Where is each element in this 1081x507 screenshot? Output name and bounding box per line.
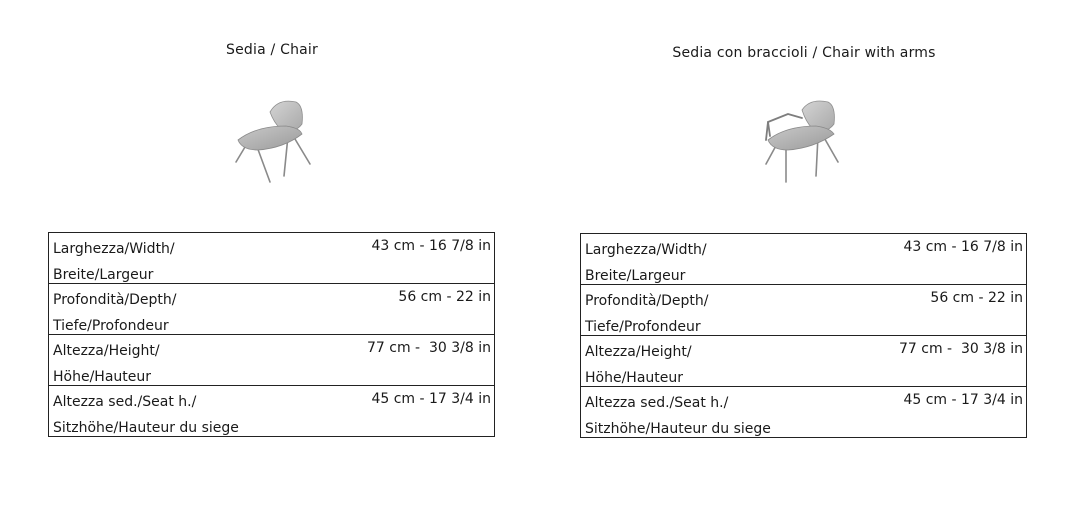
spec-label: Altezza/Height/ Höhe/Hauteur bbox=[585, 344, 692, 386]
spec-value: 77 cm - 30 3/8 in bbox=[898, 341, 1023, 357]
spec-row-depth bbox=[581, 285, 1027, 336]
spec-value: 43 cm - 16 7/8 in bbox=[903, 239, 1023, 255]
spec-value: 56 cm - 22 in bbox=[930, 290, 1023, 306]
spec-label: Larghezza/Width/ Breite/Largeur bbox=[585, 242, 707, 284]
armchair-icon bbox=[756, 96, 852, 190]
chair-icon bbox=[226, 96, 322, 190]
spec-label: Larghezza/Width/ Breite/Largeur bbox=[53, 241, 175, 283]
spec-row-width bbox=[49, 233, 495, 284]
spec-table bbox=[580, 233, 1027, 438]
spec-row-seat-height bbox=[49, 386, 495, 437]
product-title: Sedia / Chair bbox=[226, 42, 318, 58]
spec-label: Altezza sed./Seat h./ Sitzhöhe/Hauteur du siege bbox=[53, 394, 239, 436]
spec-table bbox=[48, 232, 495, 437]
spec-value: 43 cm - 16 7/8 in bbox=[371, 238, 491, 254]
spec-value: 45 cm - 17 3/4 in bbox=[903, 392, 1023, 408]
spec-row-height bbox=[49, 335, 495, 386]
spec-label: Altezza/Height/ Höhe/Hauteur bbox=[53, 343, 160, 385]
spec-row-depth bbox=[49, 284, 495, 335]
spec-value: 45 cm - 17 3/4 in bbox=[371, 391, 491, 407]
product-title: Sedia con braccioli / Chair with arms bbox=[672, 45, 936, 61]
spec-label: Profondità/Depth/ Tiefe/Profondeur bbox=[53, 292, 177, 334]
spec-value: 77 cm - 30 3/8 in bbox=[366, 340, 491, 356]
spec-value: 56 cm - 22 in bbox=[398, 289, 491, 305]
spec-label: Profondità/Depth/ Tiefe/Profondeur bbox=[585, 293, 709, 335]
spec-row-height bbox=[581, 336, 1027, 387]
spec-label: Altezza sed./Seat h./ Sitzhöhe/Hauteur du siege bbox=[585, 395, 771, 437]
spec-row-seat-height bbox=[581, 387, 1027, 438]
spec-row-width bbox=[581, 234, 1027, 285]
